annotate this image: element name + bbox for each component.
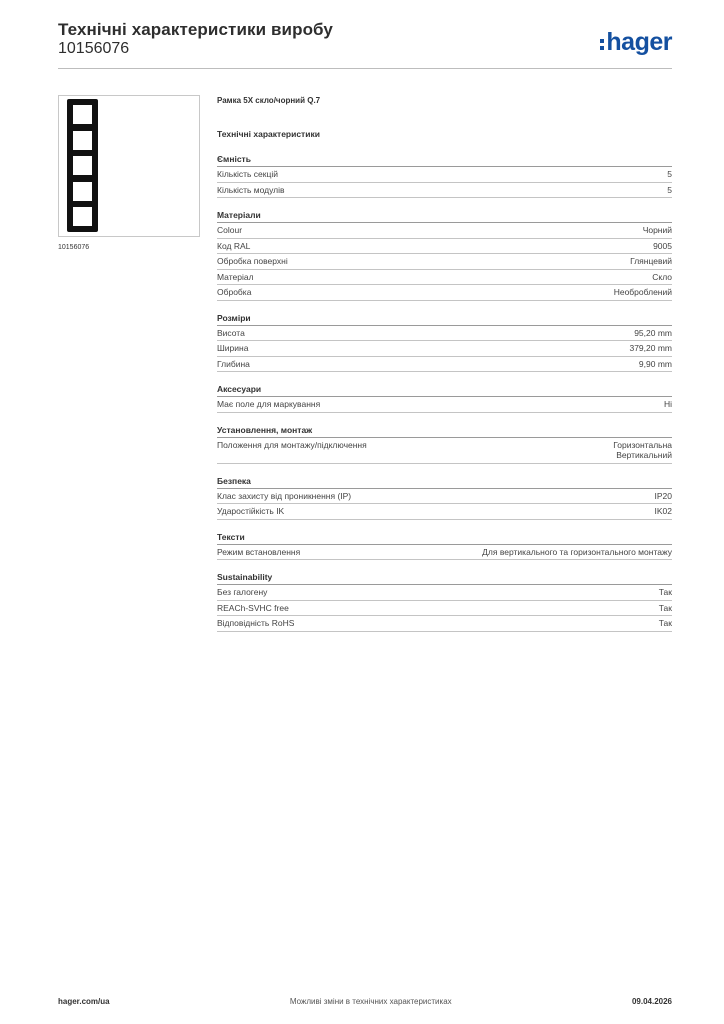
spec-row (217, 341, 672, 357)
product-image (58, 95, 200, 237)
spec-label: Має поле для маркування (217, 399, 321, 409)
spec-group (217, 154, 672, 198)
spec-value-line: Ні (663, 399, 672, 409)
footer-website: hager.com/ua (58, 997, 110, 1006)
spec-value (664, 399, 672, 410)
spec-label: Ударостійкість IK (217, 506, 285, 516)
spec-label: Обробка (217, 287, 252, 297)
spec-row (217, 285, 672, 301)
spec-value (667, 185, 672, 196)
frame-window (73, 131, 92, 150)
spec-value-line: Вертикальний (616, 450, 672, 460)
spec-group-title: Безпека (217, 476, 672, 489)
footer-notice: Можливі зміни в технічних характеристиках (289, 997, 452, 1006)
spec-label: Код RAL (217, 240, 251, 251)
spec-value (659, 603, 672, 614)
spec-row (217, 585, 672, 601)
spec-row (217, 489, 672, 505)
spec-label: Ширина (217, 343, 249, 353)
spec-value (667, 169, 672, 180)
spec-label: Висота (217, 327, 245, 338)
logo-text: hager (606, 28, 672, 56)
spec-value (482, 547, 672, 558)
spec-group (217, 313, 672, 373)
spec-row (217, 601, 672, 617)
spec-value-line: 95,20 mm (634, 327, 672, 338)
spec-group-title: Sustainability (217, 572, 672, 585)
spec-value (659, 618, 672, 629)
spec-row (217, 239, 672, 255)
spec-value-line: Так (658, 587, 672, 597)
product-code: 10156076 (58, 40, 130, 57)
hager-logo (600, 28, 672, 57)
spec-label: Обробка поверхні (217, 256, 288, 266)
spec-value-line: 9,90 mm (638, 358, 672, 369)
spec-group (217, 572, 672, 632)
spec-group-title: Тексти (217, 532, 672, 545)
spec-group (217, 476, 672, 520)
spec-value-line: 9005 (653, 240, 672, 251)
spec-group-title: Установлення, монтаж (217, 425, 672, 438)
spec-row (217, 357, 672, 373)
spec-value (659, 587, 672, 598)
spec-value (614, 287, 672, 298)
spec-value (655, 491, 673, 502)
spec-value (643, 225, 672, 236)
spec-value (653, 241, 672, 252)
spec-group-title: Ємність (217, 154, 672, 167)
spec-row (217, 616, 672, 632)
spec-label: Положення для монтажу/підключення (217, 439, 367, 450)
spec-value (655, 506, 673, 517)
spec-label: Режим встановлення (217, 546, 301, 557)
spec-value (613, 440, 672, 461)
spec-label: REACh-SVHC free (217, 602, 289, 613)
spec-value (639, 359, 672, 370)
frame-window (73, 156, 92, 175)
spec-row (217, 183, 672, 199)
frame-window (73, 207, 92, 226)
spec-value-line: 379,20 mm (629, 343, 672, 353)
frame-window (73, 105, 92, 124)
frame-window (73, 182, 92, 201)
spec-value-line: IP20 (654, 490, 672, 501)
header-divider (58, 68, 672, 69)
frame-5x-icon (67, 99, 98, 232)
spec-label: Клас захисту від проникнення (IP) (217, 490, 352, 501)
spec-value-line: Глянцевий (630, 256, 672, 266)
spec-row (217, 438, 672, 464)
spec-row (217, 167, 672, 183)
spec-label: Матеріал (217, 271, 254, 282)
spec-row (217, 270, 672, 286)
spec-row (217, 254, 672, 270)
spec-content (217, 96, 672, 632)
spec-value-line: Чорний (642, 225, 672, 235)
footer-date: 09.04.2026 (631, 997, 672, 1006)
spec-row (217, 397, 672, 413)
spec-value (630, 256, 672, 267)
spec-group-title: Матеріали (217, 210, 672, 223)
spec-groups (217, 154, 672, 632)
image-caption: 10156076 (58, 244, 90, 251)
page-title: Технічні характеристики виробу (58, 20, 333, 39)
spec-group-title: Розміри (217, 313, 672, 326)
spec-label: Colour (217, 225, 243, 235)
spec-row (217, 223, 672, 239)
section-heading: Технічні характеристики (217, 129, 320, 139)
spec-label: Без галогену (217, 587, 268, 597)
page-footer (58, 997, 672, 1006)
spec-value-line: Для вертикального та горизонтального монтажу (482, 546, 672, 557)
spec-group (217, 532, 672, 561)
spec-row (217, 545, 672, 561)
spec-value-line: Так (658, 602, 672, 613)
spec-label: Кількість модулів (217, 184, 285, 195)
spec-group (217, 425, 672, 464)
spec-value-line: Скло (652, 271, 672, 282)
spec-label: Відповідність RoHS (217, 618, 295, 628)
spec-value-line: IK02 (654, 506, 672, 516)
spec-value-line: 5 (667, 184, 672, 195)
spec-row (217, 504, 672, 520)
spec-value-line: 5 (667, 169, 672, 179)
spec-value (634, 328, 672, 339)
spec-value-line: Так (658, 618, 672, 628)
spec-value (629, 343, 672, 354)
spec-value-line: Горизонтальна (613, 439, 672, 450)
product-title: Рамка 5X скло/чорний Q.7 (217, 96, 321, 105)
spec-value (652, 272, 672, 283)
spec-group-title: Аксесуари (217, 384, 672, 397)
spec-group (217, 384, 672, 413)
spec-row (217, 326, 672, 342)
spec-label: Кількість секцій (217, 169, 278, 179)
logo-dots-icon (600, 37, 604, 51)
spec-group (217, 210, 672, 301)
spec-value-line: Необроблений (613, 287, 672, 297)
spec-label: Глибина (217, 358, 250, 369)
